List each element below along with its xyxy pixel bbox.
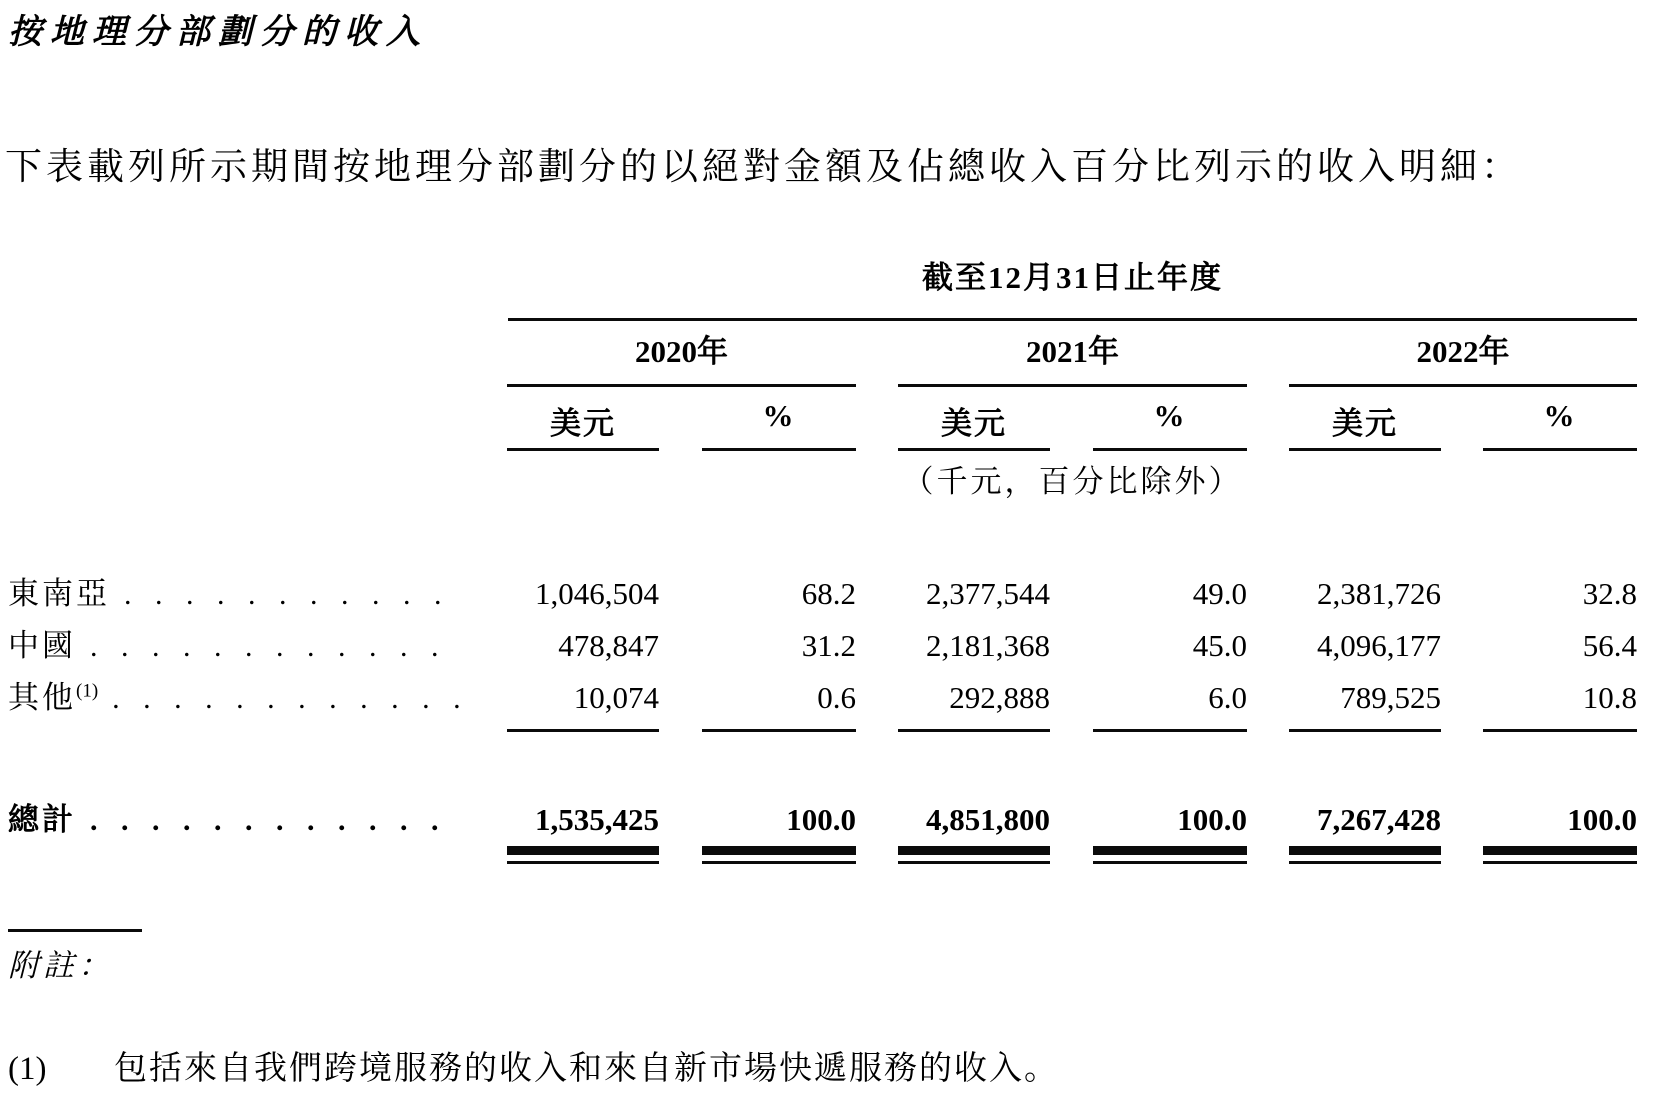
col-header-amount-2020: 美元: [550, 406, 616, 441]
table-cell: 2,381,726: [1317, 576, 1441, 611]
year-2021-rule: [898, 384, 1247, 387]
year-header-2021: 2021年: [1026, 334, 1119, 369]
dot-leader: [124, 573, 460, 617]
col-header-amount-2022: 美元: [1332, 406, 1398, 441]
data-bottom-rule: [1289, 729, 1441, 732]
table-cell: 45.0: [1192, 628, 1247, 663]
col-header-percent-2020: %: [762, 398, 796, 433]
col-underline: [1483, 448, 1637, 451]
year-header-2022: 2022年: [1416, 334, 1510, 369]
total-double-rule-thin: [1483, 861, 1637, 864]
row-label-others: [8, 676, 460, 721]
footnote-text: 包括來自我們跨境服務的收入和來自新市場快遞服務的收入。: [114, 1051, 1059, 1087]
table-cell: 56.4: [1582, 628, 1637, 663]
year-2020-rule: [507, 384, 856, 387]
data-bottom-rule: [898, 729, 1050, 732]
footnote-marker: (1): [8, 1051, 47, 1087]
table-cell: 31.2: [801, 628, 856, 663]
table-cell: 2,377,544: [926, 576, 1050, 611]
row-label-text: 總計: [8, 802, 76, 837]
table-cell: 4,096,177: [1317, 628, 1441, 663]
intro-paragraph: 下表載列所示期間按地理分部劃分的以絕對金額及佔總收入百分比列示的收入明細：: [5, 147, 1522, 188]
table-cell: 10,074: [573, 680, 659, 715]
col-underline: [898, 448, 1050, 451]
table-cell: 2,181,368: [926, 628, 1050, 663]
table-cell: 32.8: [1582, 576, 1637, 611]
col-underline: [507, 448, 659, 451]
dot-leader: [112, 677, 460, 721]
data-bottom-rule: [1483, 729, 1637, 732]
table-cell: 1,046,504: [535, 576, 659, 611]
total-double-rule-thick: [1093, 846, 1247, 855]
total-cell: 1,535,425: [535, 802, 659, 837]
total-cell: 7,267,428: [1317, 802, 1441, 837]
col-underline: [1093, 448, 1247, 451]
row-label-southeast-asia: [8, 572, 460, 617]
section-title: 按地理分部劃分的收入: [8, 14, 428, 51]
table-period-header: 截至12月31日止年度: [922, 260, 1223, 295]
total-double-rule-thick: [702, 846, 856, 855]
total-row-label: [8, 798, 460, 843]
table-cell: 6.0: [1208, 680, 1247, 715]
year-2022-rule: [1289, 384, 1637, 387]
total-double-rule-thick: [898, 846, 1050, 855]
row-label-china: [8, 624, 460, 669]
table-cell: 10.8: [1582, 680, 1637, 715]
col-header-percent-2022: %: [1543, 398, 1577, 433]
table-unit-note: （千元，百分比除外）: [902, 464, 1243, 499]
total-double-rule-thin: [702, 861, 856, 864]
table-cell: 478,847: [558, 628, 659, 663]
row-label-text: 東南亞: [8, 576, 110, 611]
total-double-rule-thin: [898, 861, 1050, 864]
table-cell: 292,888: [949, 680, 1050, 715]
data-bottom-rule: [702, 729, 856, 732]
total-cell: 4,851,800: [926, 802, 1050, 837]
data-bottom-rule: [1093, 729, 1247, 732]
total-double-rule-thin: [1093, 861, 1247, 864]
col-header-amount-2021: 美元: [941, 406, 1007, 441]
total-cell: 100.0: [1177, 802, 1247, 837]
table-cell: 49.0: [1192, 576, 1247, 611]
col-underline: [1289, 448, 1441, 451]
footnote-ref: (1): [76, 680, 99, 702]
total-double-rule-thick: [507, 846, 659, 855]
total-double-rule-thick: [1289, 846, 1441, 855]
footnote-divider-rule: [8, 929, 142, 932]
dot-leader: [90, 799, 460, 843]
dot-leader: [90, 625, 460, 669]
table-cell: 68.2: [801, 576, 856, 611]
total-cell: 100.0: [1567, 802, 1637, 837]
row-label-text: [8, 676, 98, 720]
year-header-2020: 2020年: [635, 334, 728, 369]
table-cell: 0.6: [817, 680, 856, 715]
notes-heading: 附註：: [8, 948, 113, 983]
row-label-text-inner: 其他: [8, 680, 76, 715]
total-double-rule-thin: [507, 861, 659, 864]
total-cell: 100.0: [786, 802, 856, 837]
total-double-rule-thin: [1289, 861, 1441, 864]
row-label-text: 中國: [8, 628, 76, 663]
period-header-rule: [508, 318, 1637, 321]
total-double-rule-thick: [1483, 846, 1637, 855]
col-header-percent-2021: %: [1153, 398, 1187, 433]
table-cell: 789,525: [1340, 680, 1441, 715]
data-bottom-rule: [507, 729, 659, 732]
col-underline: [702, 448, 856, 451]
